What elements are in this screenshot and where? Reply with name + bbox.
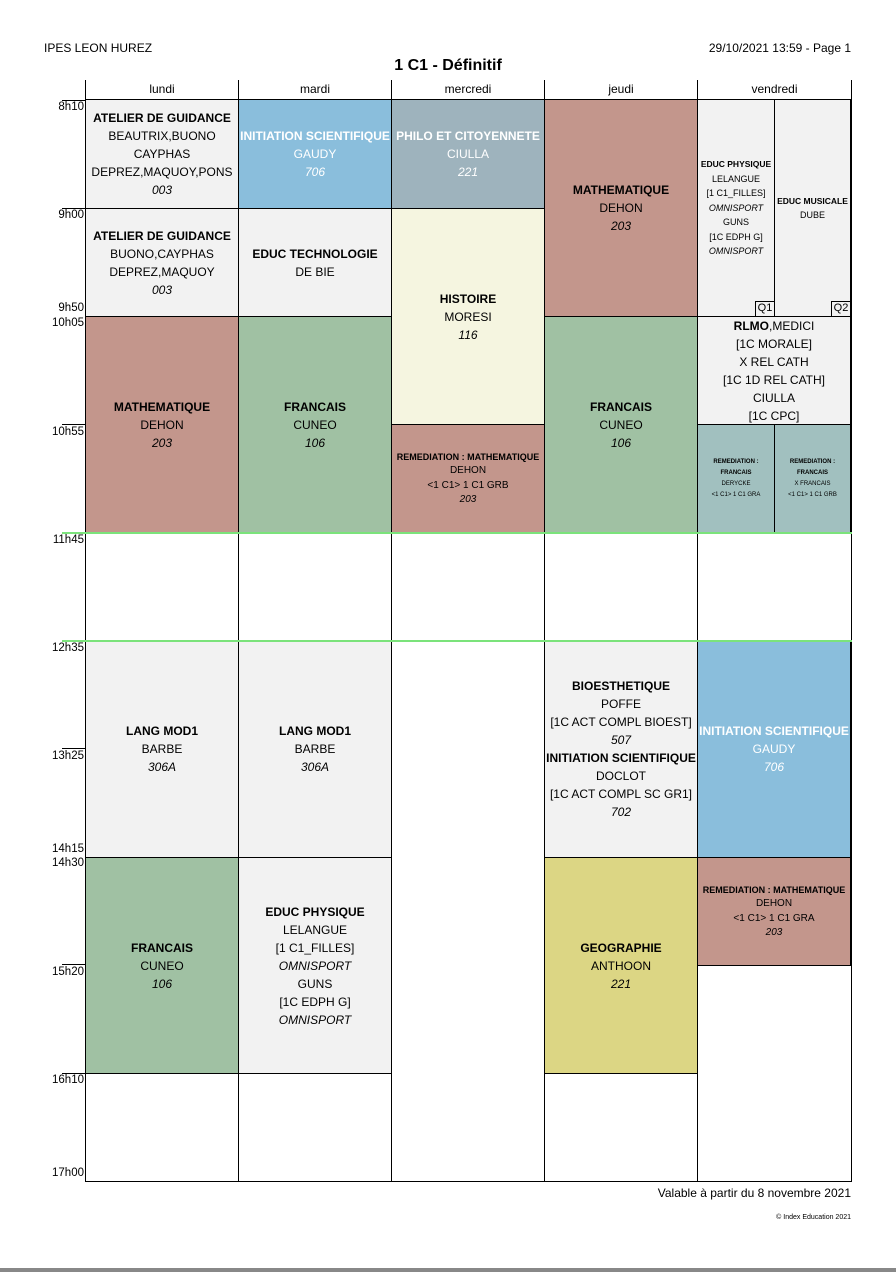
course-room: 203 <box>459 494 477 505</box>
course-block[interactable] <box>545 858 698 1074</box>
course-block[interactable] <box>86 209 239 317</box>
time-label: 14h30 <box>52 857 84 869</box>
day-header-tuesday: mardi <box>299 82 330 96</box>
course-teacher: ANTHOON <box>591 958 651 973</box>
course-block[interactable] <box>392 209 545 425</box>
course-teacher: CAYPHAS <box>133 147 191 161</box>
page-bottom-bar <box>0 1268 896 1272</box>
course-teacher: X FRANCAIS <box>794 480 831 487</box>
grid-line <box>851 80 852 1181</box>
course-block[interactable] <box>775 425 851 533</box>
course-group: [1C ACT COMPL BIOEST] <box>550 715 692 729</box>
day-header-friday: vendredi <box>751 82 798 96</box>
course-subject: MATHEMATIQUE <box>113 399 211 414</box>
course-subject: BIOESTHETIQUE <box>571 679 670 693</box>
validity-note: Valable à partir du 8 novembre 2021 <box>657 1186 851 1200</box>
grid-line <box>85 99 852 100</box>
course-room: 116 <box>458 327 478 342</box>
course-block[interactable] <box>698 100 775 317</box>
course-block[interactable] <box>86 100 239 209</box>
course-block[interactable] <box>86 641 239 858</box>
course-room: 306A <box>300 760 330 774</box>
course-teacher: DEHON <box>599 201 643 215</box>
course-subject: REMEDIATION : FRANCAIS <box>713 458 759 476</box>
course-group: <1 C1> 1 C1 GRB <box>427 479 509 491</box>
course-subject: ATELIER DE GUIDANCE <box>93 111 231 125</box>
time-tick <box>62 100 86 101</box>
course-subject: INITIATION SCIENTIFIQUE <box>240 129 390 143</box>
course-block[interactable] <box>239 100 392 209</box>
course-teacher: CIULLA <box>446 147 490 161</box>
course-block[interactable] <box>545 317 698 533</box>
course-subject: REMEDIATION : MATHEMATIQUE <box>396 451 540 462</box>
course-subject: EDUC TECHNOLOGIE <box>252 246 378 261</box>
course-teacher: DERYCKE <box>721 480 751 487</box>
course-block[interactable] <box>86 858 239 1074</box>
course-room: 203 <box>610 219 632 233</box>
time-tick <box>62 208 86 209</box>
course-subject: EDUC MUSICALE <box>777 195 848 206</box>
course-subject: LANG MOD1 <box>126 724 198 738</box>
course-teacher: CUNEO <box>140 958 184 973</box>
course-subject: GEOGRAPHIE <box>580 940 662 955</box>
course-room: 106 <box>151 976 173 991</box>
course-teacher: BARBE <box>294 742 336 756</box>
time-label: 10h55 <box>52 426 84 438</box>
course-group: [1C EDPH G] <box>279 994 351 1009</box>
course-room: 306A <box>147 760 177 774</box>
course-location: OMNISPORT <box>278 958 352 973</box>
course-room: 106 <box>304 435 326 450</box>
course-subject: INITIATION SCIENTIFIQUE <box>699 724 849 738</box>
time-tick <box>62 1073 86 1074</box>
course-teacher: BUONO,CAYPHAS <box>110 246 214 261</box>
course-block[interactable] <box>239 641 392 858</box>
course-group: [1C 1D REL CATH] <box>722 372 826 387</box>
course-room: 003 <box>151 183 173 197</box>
course-teacher: X REL CATH <box>739 354 809 369</box>
course-group: [1 C1_FILLES] <box>275 940 355 955</box>
course-block[interactable] <box>545 641 698 858</box>
course-room: 221 <box>610 976 632 991</box>
course-block[interactable] <box>698 858 851 966</box>
course-location: OMNISPORT <box>708 246 764 257</box>
print-timestamp: 29/10/2021 13:59 - Page 1 <box>708 41 851 55</box>
course-group: [1C CPC] <box>748 408 800 423</box>
course-subject: MATHEMATIQUE <box>572 183 670 197</box>
course-room: 221 <box>457 165 479 179</box>
course-room: 203 <box>765 927 783 938</box>
course-teacher: LELANGUE <box>711 173 761 184</box>
grid-line <box>391 80 392 1181</box>
course-teacher: GAUDY <box>752 742 796 756</box>
page-title: 1 C1 - Définitif <box>394 57 502 74</box>
time-label: 12h35 <box>52 642 84 654</box>
course-teacher: DEPREZ,MAQUOY,PONS <box>91 165 233 179</box>
course-subject: LANG MOD1 <box>279 724 351 738</box>
course-teacher: DEPREZ,MAQUOY <box>109 264 215 279</box>
time-label: 14h15 <box>52 843 84 855</box>
course-teacher: LELANGUE <box>282 922 348 937</box>
time-tick <box>62 964 86 965</box>
course-block[interactable] <box>545 100 698 317</box>
time-label: 11h45 <box>52 534 84 546</box>
course-block[interactable] <box>86 317 239 533</box>
course-group: <1 C1> 1 C1 GRA <box>733 912 815 924</box>
course-teacher: DEHON <box>755 898 793 909</box>
course-teacher: CUNEO <box>599 417 643 432</box>
day-header-wednesday: mercredi <box>444 82 492 96</box>
course-block[interactable] <box>698 641 851 858</box>
course-room: 706 <box>763 760 785 774</box>
course-teacher: DOCLOT <box>595 769 646 783</box>
course-subject: FRANCAIS <box>131 940 193 955</box>
course-room: 203 <box>151 435 173 450</box>
course-subject-line <box>734 317 815 335</box>
course-block[interactable] <box>698 317 851 425</box>
grid-line <box>544 80 545 1181</box>
course-block[interactable] <box>392 100 545 209</box>
course-group: [1C MORALE] <box>735 336 813 351</box>
time-label: 13h25 <box>52 750 84 762</box>
course-subject: FRANCAIS <box>284 399 346 414</box>
course-teacher: MORESI <box>444 309 492 324</box>
time-label: 10h05 <box>52 317 84 329</box>
course-group: <1 C1> 1 C1 GRA <box>711 491 761 498</box>
course-location: OMNISPORT <box>278 1012 352 1027</box>
course-subject: HISTOIRE <box>439 291 497 306</box>
course-group: [1 C1_FILLES] <box>706 188 766 199</box>
course-teacher: BEAUTRIX,BUONO <box>108 129 216 143</box>
course-subject: REMEDIATION : MATHEMATIQUE <box>702 884 846 895</box>
course-subject: EDUC PHYSIQUE <box>265 904 365 919</box>
course-teacher: CUNEO <box>293 417 337 432</box>
course-teacher: DUBE <box>799 210 825 220</box>
time-label: 9h50 <box>58 302 84 314</box>
course-subject: PHILO ET CITOYENNETE <box>396 129 540 143</box>
course-subject: INITIATION SCIENTIFIQUE <box>546 751 696 765</box>
break-line <box>62 640 852 642</box>
day-header-monday: lundi <box>149 82 175 96</box>
course-subject: FRANCAIS <box>590 399 652 414</box>
time-label: 16h10 <box>52 1074 84 1086</box>
course-room: 706 <box>304 165 326 179</box>
course-block[interactable] <box>775 100 851 317</box>
course-block[interactable] <box>239 858 392 1074</box>
course-location: OMNISPORT <box>708 202 764 213</box>
quarter-badge: Q1 <box>755 301 775 317</box>
course-teacher: CIULLA <box>752 390 796 405</box>
course-subject: RLMO <box>733 318 769 333</box>
time-tick <box>62 748 86 749</box>
time-label: 15h20 <box>52 966 84 978</box>
course-teacher: DEHON <box>140 417 184 432</box>
course-teacher: GAUDY <box>293 147 337 161</box>
course-subject: EDUC PHYSIQUE <box>700 159 772 170</box>
course-teacher: DE BIE <box>295 264 335 279</box>
course-teacher: GUNS <box>297 976 333 991</box>
course-teacher: ,MEDICI <box>768 318 815 333</box>
grid-line <box>85 1181 852 1182</box>
time-tick <box>62 424 86 425</box>
course-group: [1C EDPH G] <box>709 231 763 242</box>
course-block[interactable] <box>698 425 775 533</box>
course-room: 507 <box>610 733 632 747</box>
break-line <box>62 532 852 534</box>
day-header-thursday: jeudi <box>608 82 634 96</box>
course-block[interactable] <box>239 317 392 533</box>
course-teacher: BARBE <box>141 742 183 756</box>
course-teacher: DEHON <box>449 465 487 476</box>
course-group: <1 C1> 1 C1 GRB <box>788 491 837 498</box>
course-teacher: POFFE <box>600 697 641 711</box>
course-teacher: GUNS <box>722 217 749 228</box>
course-subject: REMEDIATION : FRANCAIS <box>789 458 836 476</box>
copyright: © Index Education 2021 <box>776 1214 851 1221</box>
grid-line <box>697 80 698 1181</box>
course-room: 106 <box>610 435 632 450</box>
course-room: 702 <box>610 805 632 819</box>
time-label: 17h00 <box>52 1167 84 1179</box>
course-subject: ATELIER DE GUIDANCE <box>93 228 231 243</box>
time-label: 8h10 <box>58 101 84 113</box>
school-name: IPES LEON HUREZ <box>44 41 153 55</box>
grid-line <box>238 80 239 1181</box>
grid-line <box>85 80 86 1181</box>
time-label: 9h00 <box>58 209 84 221</box>
course-block[interactable] <box>239 209 392 317</box>
course-block[interactable] <box>392 425 545 533</box>
quarter-badge: Q2 <box>831 301 851 317</box>
course-group: [1C ACT COMPL SC GR1] <box>549 787 693 801</box>
course-room: 003 <box>151 282 173 297</box>
